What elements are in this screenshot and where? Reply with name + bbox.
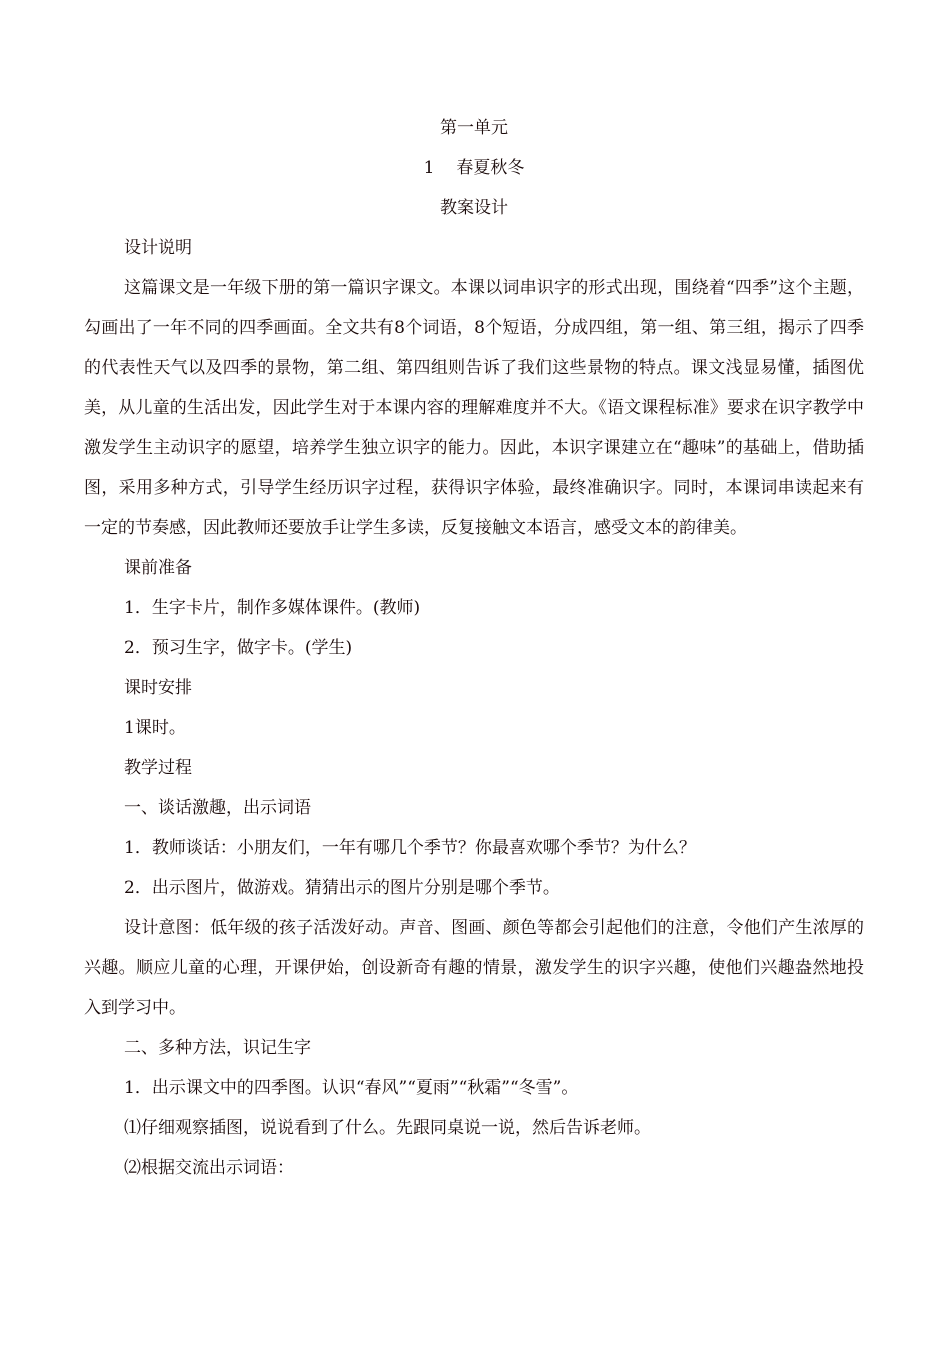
design-note-heading: 设计说明 xyxy=(124,238,192,258)
section-title: 教案设计 xyxy=(440,198,508,218)
lesson-title xyxy=(84,148,864,188)
schedule-heading: 课时安排 xyxy=(124,678,192,698)
part1-item: 1．教师谈话：小朋友们，一年有哪几个季节？你最喜欢哪个季节？为什么？ xyxy=(124,838,696,858)
preparation-item: 1．生字卡片，制作多媒体课件。(教师) xyxy=(124,598,421,618)
part2-heading: 二、多种方法，识记生字 xyxy=(124,1038,311,1058)
document-page xyxy=(84,108,864,1188)
part2-item: 1．出示课文中的四季图。认识“春风”“夏雨”“秋霜”“冬雪”。 xyxy=(124,1078,579,1098)
process-heading: 教学过程 xyxy=(124,758,192,778)
lesson-name: 春夏秋冬 xyxy=(456,158,525,178)
part1-item: 2．出示图片，做游戏。猜猜出示的图片分别是哪个季节。 xyxy=(124,878,560,898)
preparation-item: 2．预习生字，做字卡。(学生) xyxy=(124,638,353,658)
lesson-number: 1 xyxy=(423,158,435,178)
schedule-value: 1课时。 xyxy=(124,718,186,738)
design-note-body: 这篇课文是一年级下册的第一篇识字课文。本课以词串识字的形式出现，围绕着“四季”这个主题，勾画出了一年不同的四季画面。全文共有8个词语，8个短语，分成四组，第一组、第三组，揭示了四季的代表性天气以及四季的景物，第二组、第四组则告诉了我们这些景物的特点。课文浅显易懂，插图优美，从儿童的生活出发，因此学生对于本课内容的理解难度并不大。《语文课程标准》要求在识字教学中激发学生主动识字的愿望，培养学生独立识字的能力。因此，本识字课建立在“趣味”的基础上，借助插图，采用多种方式，引导学生经历识字过程，获得识字体验，最终准确识字。同时，本课词串读起来有一定的节奏感，因此教师还要放手让学生多读，反复接触文本语言，感受文本的韵律美。 xyxy=(84,278,864,538)
part2-item: ⑴仔细观察插图，说说看到了什么。先跟同桌说一说，然后告诉老师。 xyxy=(124,1118,651,1138)
part1-heading: 一、谈话激趣，出示词语 xyxy=(124,798,311,818)
unit-title: 第一单元 xyxy=(440,118,508,138)
part2-item: ⑵根据交流出示词语： xyxy=(124,1158,294,1178)
preparation-heading: 课前准备 xyxy=(124,558,192,578)
part1-intent: 设计意图：低年级的孩子活泼好动。声音、图画、颜色等都会引起他们的注意，令他们产生浓厚的兴趣。顺应儿童的心理，开课伊始，创设新奇有趣的情景，激发学生的识字兴趣，使他们兴趣盎然地投入到学习中。 xyxy=(84,918,864,1018)
